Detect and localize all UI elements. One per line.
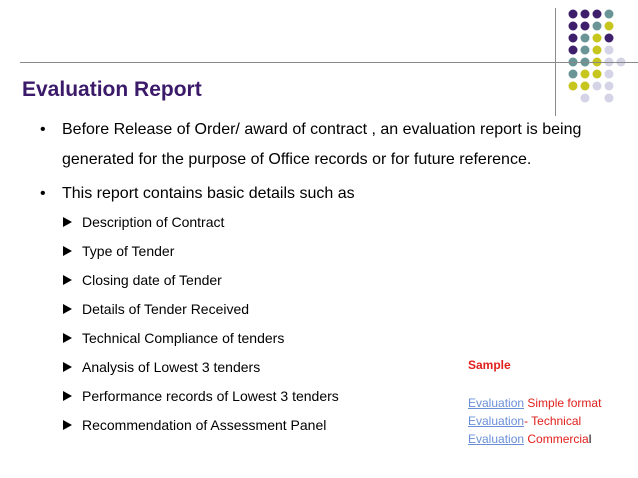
slide-title: Evaluation Report [22, 78, 202, 101]
decorative-dot [581, 46, 590, 55]
decorative-dot [593, 82, 602, 91]
evaluation-link-commercial[interactable]: Evaluation [468, 432, 525, 446]
arrow-bullet-icon [63, 391, 72, 401]
decorative-dot [569, 46, 578, 55]
detail-item [63, 413, 339, 442]
evaluation-link-simple[interactable]: Evaluation [468, 396, 525, 410]
decorative-dot [569, 82, 578, 91]
detail-text: Type of Tender [82, 243, 175, 259]
decorative-dot [593, 10, 602, 19]
sample-format-label: Commercia [524, 432, 589, 446]
decorative-dot [593, 46, 602, 55]
detail-text: Performance records of Lowest 3 tenders [82, 388, 339, 404]
decorative-dot [569, 22, 578, 31]
decorative-dot [569, 10, 578, 19]
sample-link-row [468, 412, 601, 430]
arrow-bullet-icon [63, 246, 72, 256]
decorative-dot [605, 70, 614, 79]
detail-text: Description of Contract [82, 214, 225, 230]
sample-link-row [468, 430, 601, 448]
decorative-dot [581, 22, 590, 31]
decorative-dot [593, 22, 602, 31]
detail-text: Closing date of Tender [82, 272, 222, 288]
arrow-bullet-icon [63, 275, 72, 285]
bullet-dot: • [40, 185, 46, 202]
arrow-bullet-icon [63, 362, 72, 372]
decorative-dot [569, 34, 578, 43]
bullet-item [40, 115, 600, 175]
detail-list [63, 210, 339, 442]
sample-heading: Sample [468, 358, 511, 372]
arrow-bullet-icon [63, 420, 72, 430]
horizontal-divider-line [20, 62, 638, 63]
detail-text: Technical Compliance of tenders [82, 330, 285, 346]
sample-format-label: Simple format [524, 396, 602, 410]
decorative-dot [605, 10, 614, 19]
decorative-dot [605, 34, 614, 43]
decorative-dot [605, 46, 614, 55]
arrow-bullet-icon [63, 333, 72, 343]
decorative-dot [581, 10, 590, 19]
decorative-dot [581, 94, 590, 103]
bullet-item [40, 179, 600, 209]
evaluation-link-technical[interactable]: Evaluation [468, 414, 525, 428]
detail-item [63, 268, 339, 297]
decorative-dot [593, 70, 602, 79]
decorative-dot [581, 70, 590, 79]
decorative-dot [569, 70, 578, 79]
decorative-dot [605, 22, 614, 31]
detail-item [63, 384, 339, 413]
sample-format-label: - Technical [524, 414, 582, 428]
decorative-dot [581, 82, 590, 91]
detail-item [63, 326, 339, 355]
bullet-text: This report contains basic details such as [62, 185, 355, 202]
arrow-bullet-icon [63, 304, 72, 314]
detail-item [63, 210, 339, 239]
bullet-dot: • [40, 121, 46, 138]
detail-text: Analysis of Lowest 3 tenders [82, 359, 261, 375]
arrow-bullet-icon [63, 217, 72, 227]
bullet-text: Before Release of Order/ award of contract , an evaluation report is being generated for the purpose of Office records or for future reference. [62, 121, 582, 168]
main-bullet-list [40, 115, 600, 209]
sample-links [468, 394, 601, 448]
sample-format-label-tail: l [588, 432, 592, 446]
detail-item [63, 355, 339, 384]
detail-item [63, 297, 339, 326]
sample-link-row [468, 394, 601, 412]
detail-text: Recommendation of Assessment Panel [82, 417, 327, 433]
decorative-dot [605, 94, 614, 103]
decorative-dot [593, 34, 602, 43]
decorative-dot [581, 34, 590, 43]
detail-text: Details of Tender Received [82, 301, 250, 317]
decorative-dot [605, 82, 614, 91]
detail-item [63, 239, 339, 268]
